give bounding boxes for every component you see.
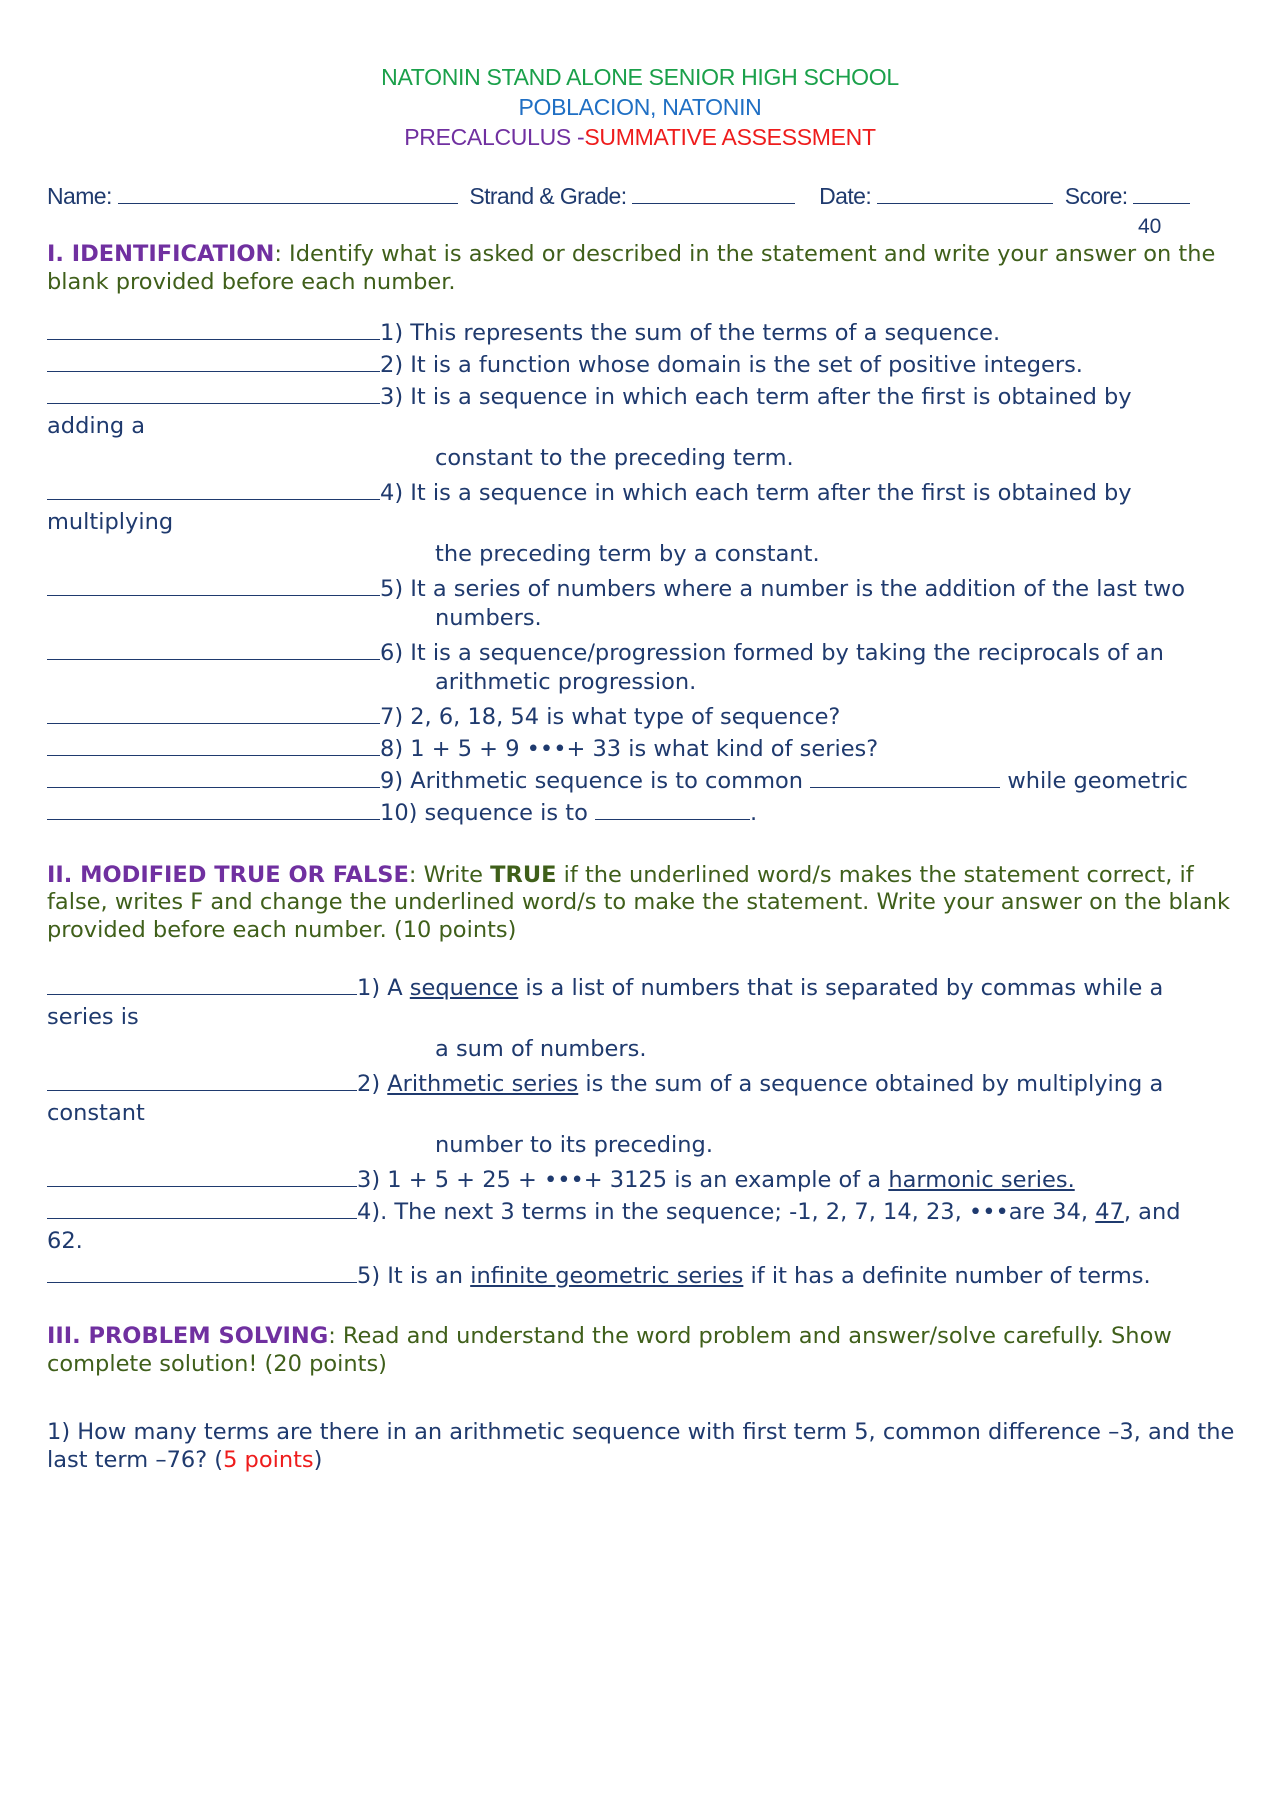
list-item: 4). The next 3 terms in the sequence; -1, 2, 7, 14, 23, •••are 34, 47, and <box>47 1196 1181 1226</box>
answer-blank[interactable] <box>47 765 380 788</box>
student-info-row <box>47 183 1196 210</box>
answer-blank[interactable] <box>47 637 380 660</box>
answer-blank[interactable] <box>47 1164 357 1187</box>
answer-blank[interactable] <box>47 349 380 372</box>
list-item: 1) This represents the sum of the terms of a sequence. <box>47 317 1000 347</box>
score-total: 40 <box>1138 215 1162 238</box>
section3-instructions: : Read and understand the word problem and answer/solve carefully. Show complete solution! (20 points) <box>47 1323 1172 1378</box>
list-item: 10) sequence is to . <box>47 797 757 827</box>
score-label: Score: <box>1064 183 1128 209</box>
date-field[interactable] <box>877 183 1053 204</box>
list-item: 9) Arithmetic sequence is to common while geometric <box>47 765 1188 795</box>
list-item: 2) It is a function whose domain is the set of positive integers. <box>47 349 1083 379</box>
list-item-cont: arithmetic progression. <box>435 669 697 695</box>
underlined-term: infinite geometric series <box>470 1263 744 1289</box>
list-item: 5) It is an infinite geometric series if it has a definite number of terms. <box>47 1260 1151 1290</box>
inline-blank[interactable] <box>595 797 750 820</box>
section1-instructions: : Identify what is asked or described in the statement and write your answer on the blank provided before each number. <box>47 241 1216 296</box>
section2-title: II. MODIFIED TRUE OR FALSE <box>47 862 409 888</box>
date-label: Date: <box>819 183 872 209</box>
list-item-wrap: 62. <box>47 1228 83 1254</box>
answer-blank[interactable] <box>47 972 357 995</box>
list-item-cont: the preceding term by a constant. <box>435 541 820 567</box>
answer-blank[interactable] <box>47 1260 357 1283</box>
list-item: 8) 1 + 5 + 9 •••+ 33 is what kind of series? <box>47 733 878 763</box>
answer-blank[interactable] <box>47 1196 357 1219</box>
strand-label: Strand & Grade: <box>469 183 627 209</box>
school-name: NATONIN STAND ALONE SENIOR HIGH SCHOOL <box>381 64 899 90</box>
strand-field[interactable] <box>632 183 795 204</box>
section2-instructions: if the underlined word/s makes the statement correct, if false, writes F and change the underlined word/s to make the statement. Write your answer on the blank provided before each number. (10 points) <box>47 862 1231 943</box>
assessment-title <box>0 124 1280 151</box>
list-item: 3) It is a sequence in which each term after the first is obtained by <box>47 381 1132 411</box>
list-item: 4) It is a sequence in which each term after the first is obtained by <box>47 477 1132 507</box>
subject-label: PRECALCULUS - <box>404 124 585 150</box>
underlined-term: harmonic series. <box>888 1167 1075 1193</box>
list-item-wrap: adding a <box>47 413 146 439</box>
list-item: 5) It a series of numbers where a number is the addition of the last two <box>47 573 1185 603</box>
answer-blank[interactable] <box>47 477 380 500</box>
answer-blank[interactable] <box>47 381 380 404</box>
answer-blank[interactable] <box>47 1068 357 1091</box>
section3-title: III. PROBLEM SOLVING <box>47 1323 329 1349</box>
underlined-term: Arithmetic series <box>387 1071 579 1097</box>
assessment-label: SUMMATIVE ASSESSMENT <box>584 124 876 150</box>
underlined-term: 47 <box>1095 1199 1124 1225</box>
list-item-wrap: series is <box>47 1004 139 1030</box>
list-item: 1) A sequence is a list of numbers that is separated by commas while a <box>47 972 1163 1002</box>
list-item-cont: constant to the preceding term. <box>435 445 794 471</box>
points-label: 5 points <box>223 1447 314 1474</box>
section1-heading <box>47 240 1247 296</box>
list-item-cont: a sum of numbers. <box>435 1036 647 1062</box>
name-field[interactable] <box>118 183 458 204</box>
list-item: 7) 2, 6, 18, 54 is what type of sequence? <box>47 701 840 731</box>
answer-blank[interactable] <box>47 701 380 724</box>
answer-blank[interactable] <box>47 797 380 820</box>
list-item: 3) 1 + 5 + 25 + •••+ 3125 is an example of a harmonic series. <box>47 1164 1075 1194</box>
name-label: Name: <box>47 183 112 209</box>
list-item: 6) It is a sequence/progression formed by taking the reciprocals of an <box>47 637 1164 667</box>
problem-1: 1) How many terms are there in an arithmetic sequence with first term 5, common difference –3, and the last term –76? (5 points) <box>47 1419 1235 1474</box>
score-field[interactable] <box>1133 183 1190 204</box>
answer-blank[interactable] <box>47 733 380 756</box>
true-keyword: TRUE <box>490 862 557 888</box>
list-item: 2) Arithmetic series is the sum of a sequence obtained by multiplying a <box>47 1068 1163 1098</box>
answer-blank[interactable] <box>47 573 380 596</box>
list-item-cont: numbers. <box>435 605 542 631</box>
section2-heading: II. MODIFIED TRUE OR FALSE: Write TRUE if the underlined word/s makes the statement correct, if false, writes F and change the underlined word/s to make the statement. Write your answer on the blank provided before each number. (10 points) <box>47 862 1231 943</box>
school-location: POBLACION, NATONIN <box>518 94 762 120</box>
inline-blank[interactable] <box>810 765 1000 788</box>
answer-blank[interactable] <box>47 317 380 340</box>
section3-heading <box>47 1322 1247 1378</box>
section1-title: I. IDENTIFICATION <box>47 241 275 267</box>
list-item-wrap: constant <box>47 1100 145 1126</box>
list-item-wrap: multiplying <box>47 509 174 535</box>
list-item-cont: number to its preceding. <box>435 1132 713 1158</box>
underlined-term: sequence <box>409 975 519 1001</box>
